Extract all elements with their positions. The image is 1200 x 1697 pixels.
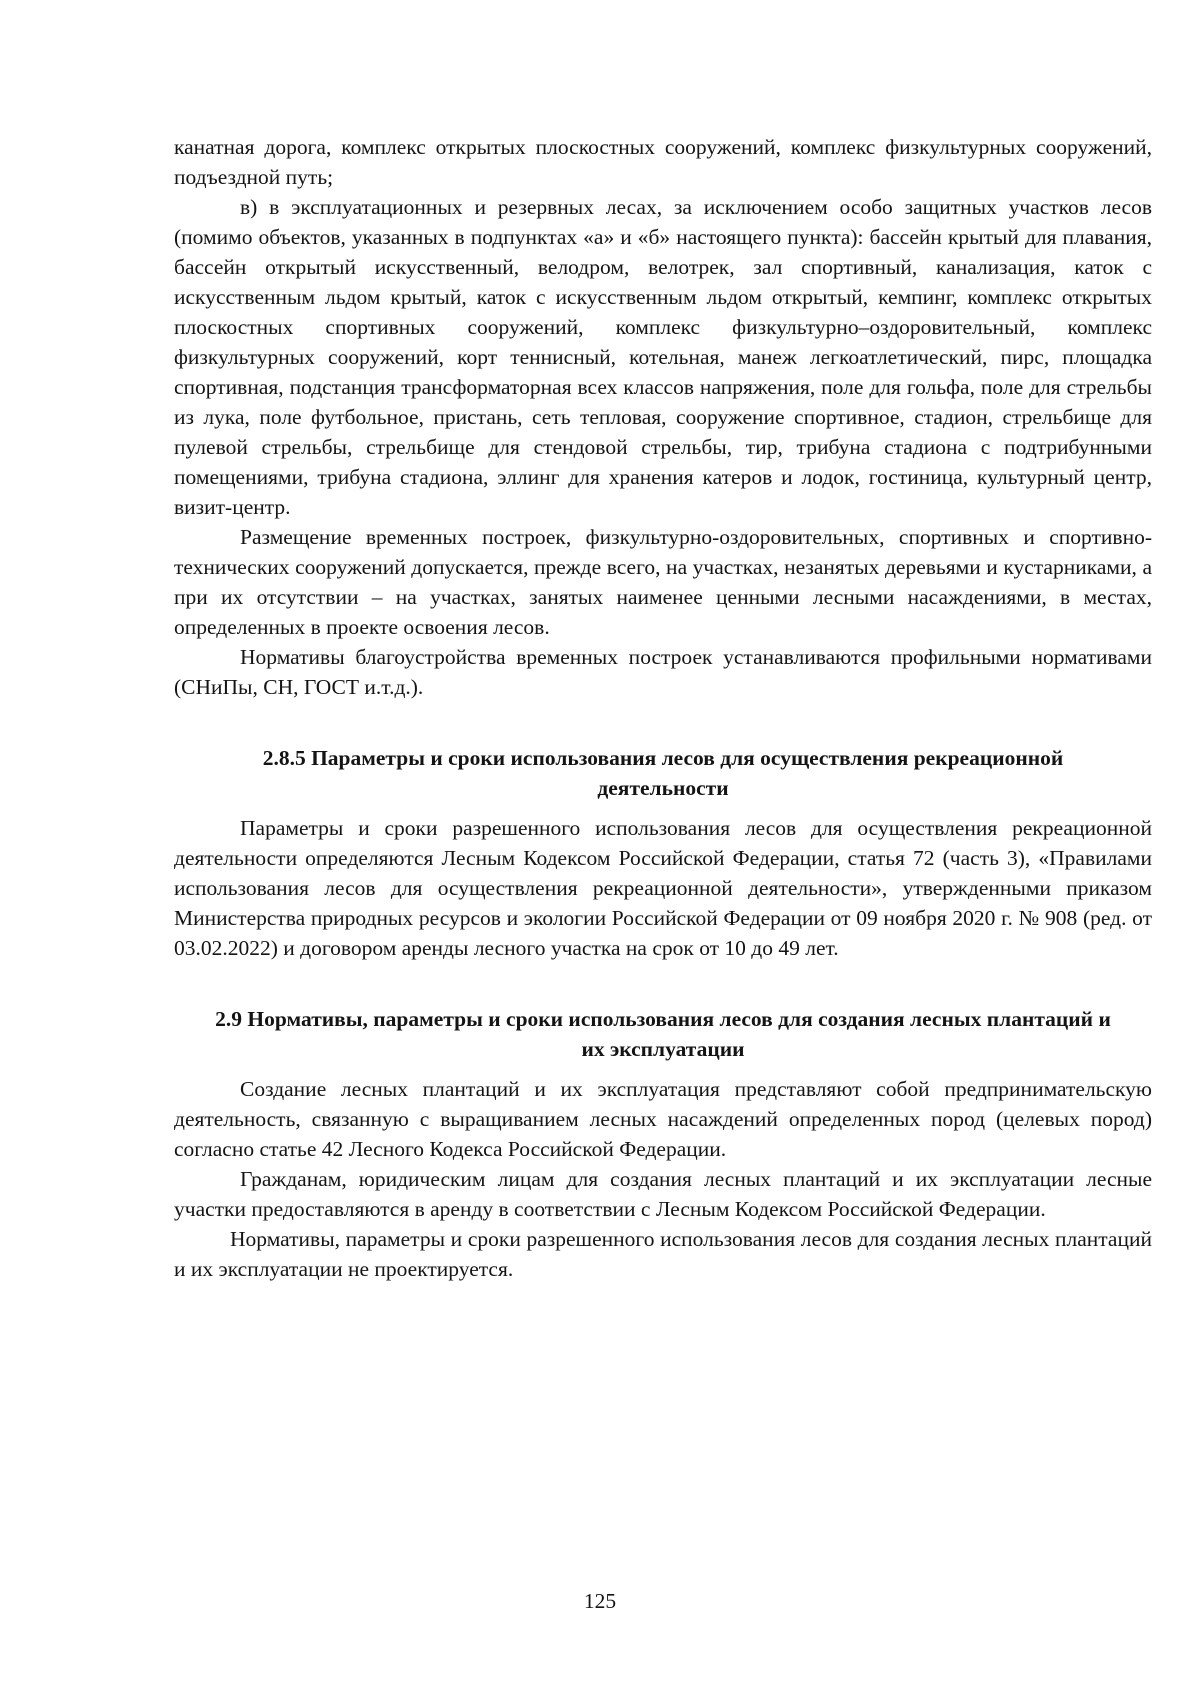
- paragraph-norms: Нормативы благоустройства временных построек устанавливаются профильными нормативами (СНиПы, СН, ГОСТ и.т.д.).: [174, 645, 1152, 699]
- paragraph-continuation: канатная дорога, комплекс открытых плоскостных сооружений, комплекс физкультурных сооружений, подъездной путь;: [174, 135, 1152, 189]
- document-page: [174, 132, 1152, 1284]
- section-2-9-paragraph-3: Нормативы, параметры и сроки разрешенного использования лесов для создания лесных плантаций и их эксплуатации не проектируется.: [174, 1227, 1152, 1281]
- page-number: 125: [583, 1589, 617, 1613]
- section-2-8-5-body: Параметры и сроки разрешенного использования лесов для осуществления рекреационной деятельности определяются Лесным Кодексом Российской Федерации, статья 72 (часть 3), «Правилами использования лесов для осуществления рекреационной деятельности», утвержденными приказом Министерства природных ресурсов и экологии Российской Федерации от 09 ноября 2020 г. № 908 (ред. от 03.02.2022) и договором аренды лесного участка на срок от 10 до 49 лет.: [174, 816, 1152, 960]
- paragraph-placement: Размещение временных построек, физкультурно-оздоровительных, спортивных и спортивно-технических сооружений допускается, прежде всего, на участках, незанятых деревьями и кустарниками, а при их отсутствии – на участках, занятых наименее ценными лесными насаждениями, в местах, определенных в проекте освоения лесов.: [174, 525, 1152, 639]
- section-2-9-paragraph-2: Гражданам, юридическим лицам для создания лесных плантаций и их эксплуатации лесные участки предоставляются в аренду в соответствии с Лесным Кодексом Российской Федерации.: [174, 1167, 1152, 1221]
- paragraph-item-v: в) в эксплуатационных и резервных лесах, за исключением особо защитных участков лесов (помимо объектов, указанных в подпунктах «а» и «б» настоящего пункта): бассейн крытый для плавания, бассейн открытый искусственный, велодром, велотрек, зал спортивный, канализация, каток с искусственным льдом крытый, каток с искусственным льдом открытый, кемпинг, комплекс открытых плоскостных спортивных сооружений, комплекс физкультурно–оздоровительный, комплекс физкультурных сооружений, корт теннисный, котельная, манеж легкоатлетический, пирс, площадка спортивная, подстанция трансформаторная всех классов напряжения, поле для гольфа, поле для стрельбы из лука, поле футбольное, пристань, сеть тепловая, сооружение спортивное, стадион, стрельбище для пулевой стрельбы, стрельбище для стендовой стрельбы, тир, трибуна стадиона с подтрибунными помещениями, трибуна стадиона, эллинг для хранения катеров и лодок, гостиница, культурный центр, визит-центр.: [174, 195, 1152, 519]
- section-2-9-paragraph-1: Создание лесных плантаций и их эксплуатация представляют собой предпринимательскую деятельность, связанную с выращиванием лесных насаждений определенных пород (целевых пород) согласно статье 42 Лесного Кодекса Российской Федерации.: [174, 1077, 1152, 1161]
- section-heading-2-9: 2.9 Нормативы, параметры и сроки использования лесов для создания лесных плантаций и их эксплуатации: [215, 1007, 1111, 1061]
- section-heading-2-8-5: 2.8.5 Параметры и сроки использования лесов для осуществления рекреационной деятельности: [262, 746, 1064, 800]
